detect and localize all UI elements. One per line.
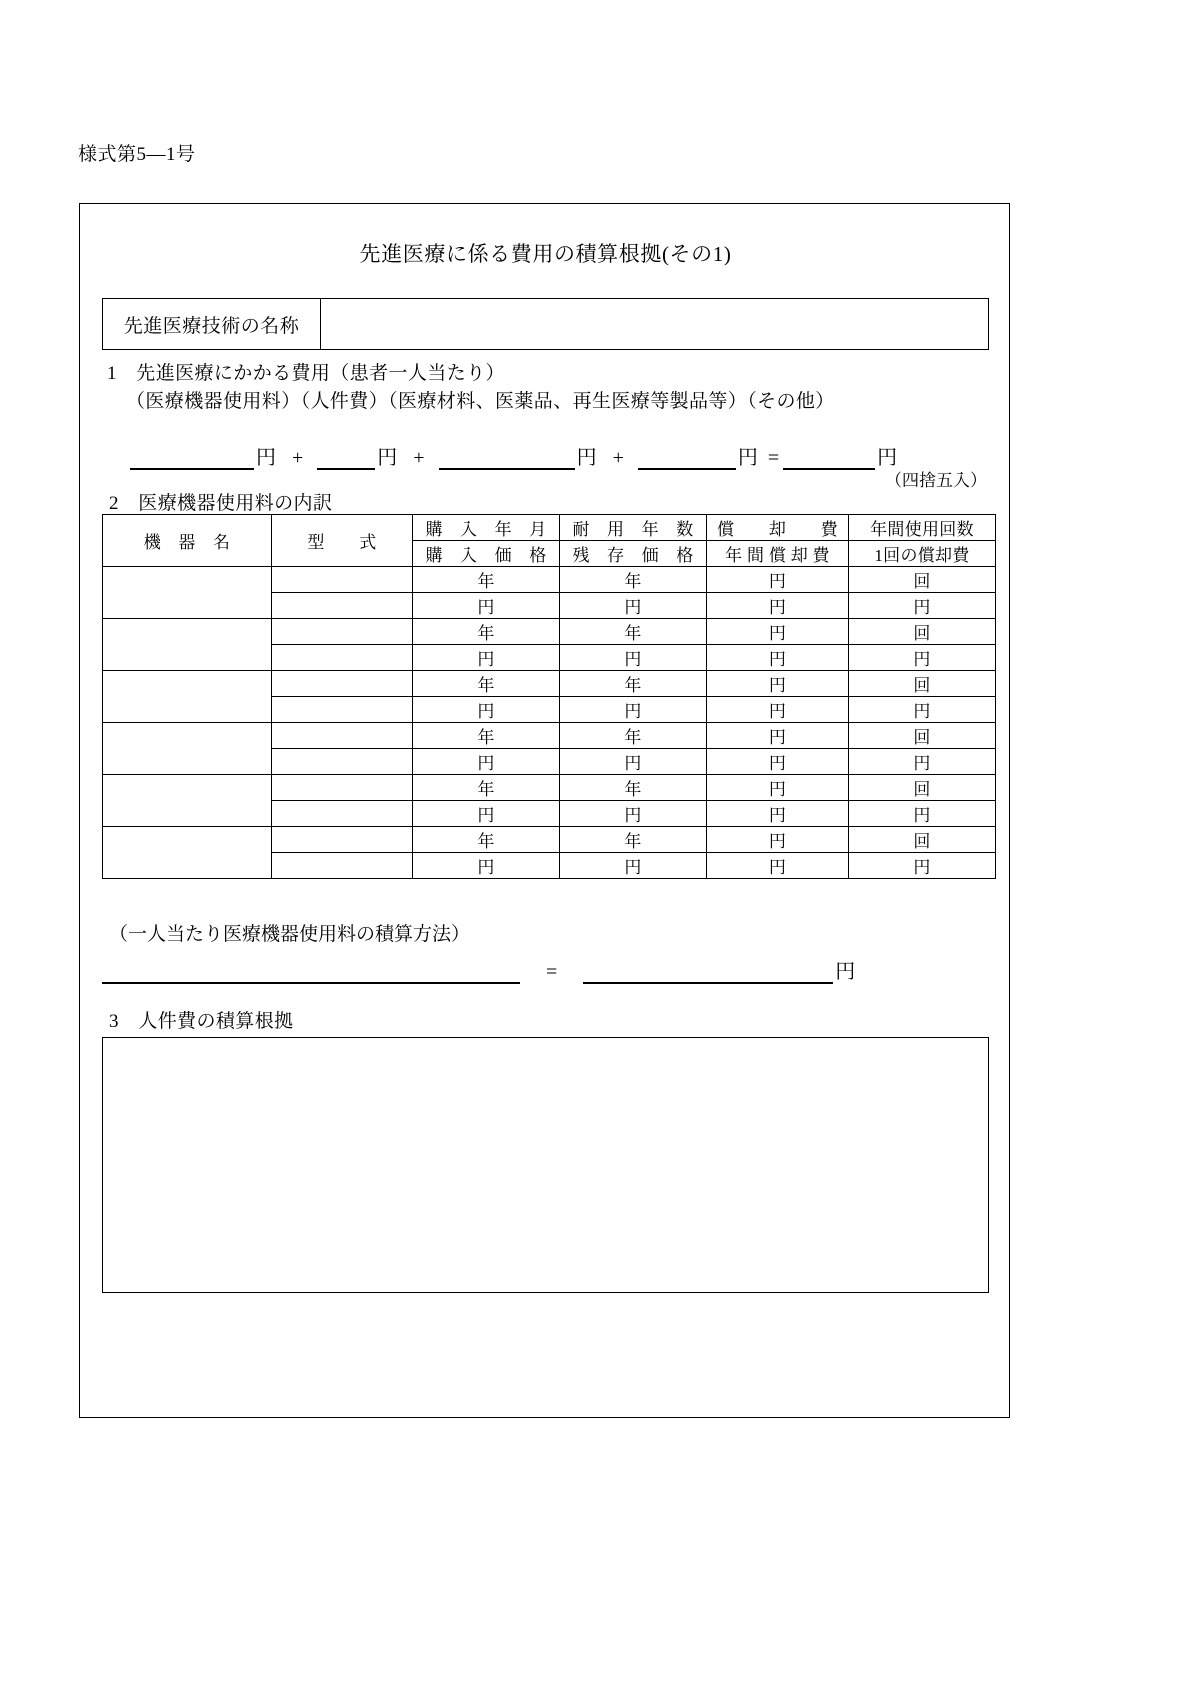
cost-blank-materials[interactable]: [439, 446, 575, 470]
cost-unit-2: 円: [377, 447, 398, 469]
cell-per-use-depreciation[interactable]: 円: [849, 853, 996, 879]
cost-formula-row: [102, 436, 1002, 470]
cell-usage-count[interactable]: 回: [849, 775, 996, 801]
cell-purchase-price[interactable]: 円: [413, 853, 560, 879]
cell-equipment-name[interactable]: [103, 827, 272, 879]
cell-usage-count[interactable]: 回: [849, 827, 996, 853]
cell-model[interactable]: [272, 645, 413, 671]
cell-depreciation[interactable]: 円: [707, 723, 849, 749]
cell-residual-price[interactable]: 円: [560, 801, 707, 827]
cell-useful-life[interactable]: 年: [560, 723, 707, 749]
technology-name-label: 先進医療技術の名称: [103, 299, 321, 349]
form-outer-frame: [79, 203, 1010, 1418]
col-header-residual-price: 残 存 価 格: [560, 541, 707, 567]
equipment-table-body: [103, 567, 996, 879]
cell-model[interactable]: [272, 749, 413, 775]
cell-residual-price[interactable]: 円: [560, 749, 707, 775]
cell-residual-price[interactable]: 円: [560, 853, 707, 879]
table-row: [103, 723, 996, 749]
page-title: 先進医療に係る費用の積算根拠(その1): [359, 242, 732, 266]
cell-purchase-date[interactable]: 年: [413, 567, 560, 593]
col-header-annual-usage-count: 年間使用回数: [849, 515, 996, 541]
cell-model[interactable]: [272, 775, 413, 801]
technology-name-row: [102, 298, 989, 350]
cell-depreciation[interactable]: 円: [707, 827, 849, 853]
cell-useful-life[interactable]: 年: [560, 775, 707, 801]
section-3-heading: 3 人件費の積算根拠: [109, 1011, 294, 1032]
calc-blank-expression[interactable]: [102, 960, 520, 984]
cell-per-use-depreciation[interactable]: 円: [849, 749, 996, 775]
cell-annual-depreciation[interactable]: 円: [707, 853, 849, 879]
cell-depreciation[interactable]: 円: [707, 567, 849, 593]
cell-per-use-depreciation[interactable]: 円: [849, 697, 996, 723]
cell-usage-count[interactable]: 回: [849, 567, 996, 593]
cell-model[interactable]: [272, 801, 413, 827]
cell-annual-depreciation[interactable]: 円: [707, 593, 849, 619]
technology-name-field[interactable]: [321, 299, 988, 349]
table-row: [103, 827, 996, 853]
col-header-equipment-name: 機 器 名: [103, 515, 272, 567]
table-row: [103, 775, 996, 801]
cost-blank-other[interactable]: [638, 446, 736, 470]
cost-unit-5: 円: [877, 447, 898, 469]
cell-per-use-depreciation[interactable]: 円: [849, 645, 996, 671]
calc-unit-yen: 円: [835, 961, 856, 983]
rounding-note: （四捨五入）: [885, 471, 987, 490]
form-number: 様式第5—1号: [78, 144, 196, 165]
section-1-subheading: （医療機器使用料）（人件費）（医療材料、医薬品、再生医療等製品等）（その他）: [126, 391, 835, 412]
equipment-breakdown-table: [102, 514, 996, 879]
cell-purchase-price[interactable]: 円: [413, 593, 560, 619]
col-header-model: 型 式: [272, 515, 413, 567]
cost-operator-3: +: [612, 447, 624, 469]
cell-model[interactable]: [272, 827, 413, 853]
table-row: [103, 671, 996, 697]
cell-model[interactable]: [272, 593, 413, 619]
cost-operator-2: +: [413, 447, 425, 469]
cost-operator-equals: =: [767, 447, 780, 469]
cell-model[interactable]: [272, 697, 413, 723]
col-header-per-use-depreciation: 1回の償却費: [849, 541, 996, 567]
calc-equals-sign: =: [546, 961, 558, 983]
cell-purchase-date[interactable]: 年: [413, 619, 560, 645]
cell-depreciation[interactable]: 円: [707, 671, 849, 697]
cell-model[interactable]: [272, 853, 413, 879]
cell-useful-life[interactable]: 年: [560, 567, 707, 593]
cost-blank-labor[interactable]: [317, 446, 375, 470]
cell-model[interactable]: [272, 723, 413, 749]
cell-purchase-date[interactable]: 年: [413, 775, 560, 801]
cell-residual-price[interactable]: 円: [560, 593, 707, 619]
cell-per-use-depreciation[interactable]: 円: [849, 801, 996, 827]
cell-model[interactable]: [272, 619, 413, 645]
cell-usage-count[interactable]: 回: [849, 619, 996, 645]
cell-annual-depreciation[interactable]: 円: [707, 645, 849, 671]
table-header-row-1: [103, 515, 996, 541]
cell-annual-depreciation[interactable]: 円: [707, 697, 849, 723]
cost-unit-3: 円: [576, 447, 597, 469]
cell-purchase-date[interactable]: 年: [413, 671, 560, 697]
col-header-depreciation: 償 却 費: [707, 515, 849, 541]
cell-useful-life[interactable]: 年: [560, 671, 707, 697]
cost-unit-4: 円: [737, 447, 758, 469]
cost-blank-equipment[interactable]: [130, 446, 254, 470]
cell-equipment-name[interactable]: [103, 619, 272, 671]
cell-model[interactable]: [272, 671, 413, 697]
col-header-annual-depreciation: 年 間 償 却 費: [707, 541, 849, 567]
cell-usage-count[interactable]: 回: [849, 723, 996, 749]
col-header-purchase-date: 購 入 年 月: [413, 515, 560, 541]
cost-blank-total[interactable]: [783, 446, 875, 470]
cell-equipment-name[interactable]: [103, 775, 272, 827]
col-header-purchase-price: 購 入 価 格: [413, 541, 560, 567]
section-1-heading: 1 先進医療にかかる費用（患者一人当たり）: [107, 363, 505, 384]
cell-annual-depreciation[interactable]: 円: [707, 801, 849, 827]
labor-cost-basis-field[interactable]: [102, 1037, 989, 1293]
cell-purchase-price[interactable]: 円: [413, 697, 560, 723]
cell-per-use-depreciation[interactable]: 円: [849, 593, 996, 619]
cell-residual-price[interactable]: 円: [560, 645, 707, 671]
cell-useful-life[interactable]: 年: [560, 619, 707, 645]
cell-useful-life[interactable]: 年: [560, 827, 707, 853]
cell-purchase-date[interactable]: 年: [413, 723, 560, 749]
cell-annual-depreciation[interactable]: 円: [707, 749, 849, 775]
calc-blank-result[interactable]: [583, 960, 833, 984]
table-row: [103, 619, 996, 645]
cell-depreciation[interactable]: 円: [707, 775, 849, 801]
cost-operator-1: +: [292, 447, 304, 469]
per-person-calc-row: [102, 952, 992, 984]
cell-model[interactable]: [272, 567, 413, 593]
section-2-heading: 2 医療機器使用料の内訳: [109, 493, 333, 514]
cost-unit-1: 円: [256, 447, 276, 469]
cell-purchase-date[interactable]: 年: [413, 827, 560, 853]
cell-equipment-name[interactable]: [103, 567, 272, 619]
table-row: [103, 567, 996, 593]
cell-equipment-name[interactable]: [103, 723, 272, 775]
per-person-calc-label: （一人当たり医療機器使用料の積算方法）: [109, 924, 471, 945]
cell-equipment-name[interactable]: [103, 671, 272, 723]
cell-purchase-price[interactable]: 円: [413, 749, 560, 775]
cell-usage-count[interactable]: 回: [849, 671, 996, 697]
cell-depreciation[interactable]: 円: [707, 619, 849, 645]
col-header-useful-life: 耐 用 年 数: [560, 515, 707, 541]
cell-purchase-price[interactable]: 円: [413, 801, 560, 827]
cell-purchase-price[interactable]: 円: [413, 645, 560, 671]
cell-residual-price[interactable]: 円: [560, 697, 707, 723]
